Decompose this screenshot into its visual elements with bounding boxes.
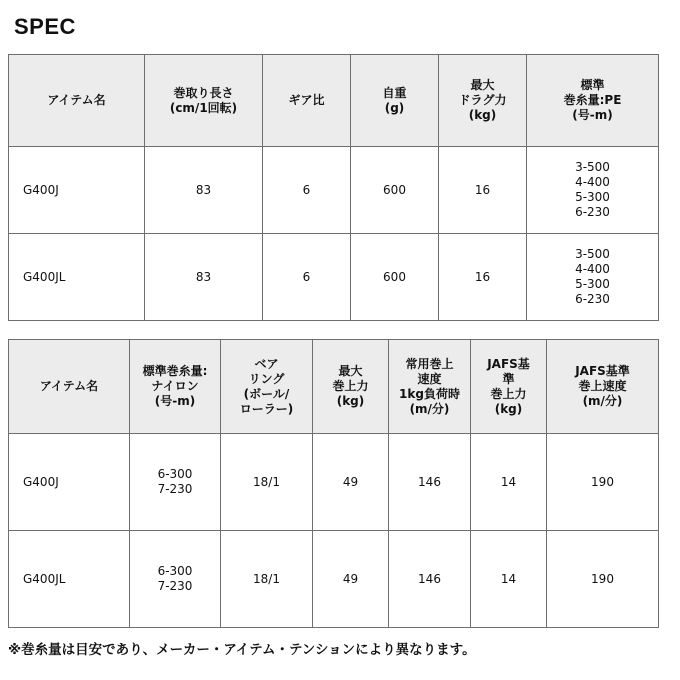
header-max-drag: 最大 ドラグ力 (kg) <box>439 55 527 147</box>
header-gear-ratio: ギア比 <box>263 55 351 147</box>
table-header-row <box>9 55 659 147</box>
cell-max-drag: 16 <box>439 234 527 321</box>
table-row <box>9 147 659 234</box>
cell-model: G400J <box>9 434 130 531</box>
cell-max-drag: 16 <box>439 147 527 234</box>
footnote: ※巻糸量は目安であり、メーカー・アイテム・テンションにより異なります。 <box>8 642 476 658</box>
cell-retrieve-length: 83 <box>145 147 263 234</box>
cell-gear-ratio: 6 <box>263 147 351 234</box>
header-jafs-winding-speed: JAFS基準 巻上速度 (m/分) <box>547 340 659 434</box>
cell-jafs-winding-power: 14 <box>471 531 547 628</box>
header-max-winding-power: 最大 巻上力 (kg) <box>313 340 389 434</box>
page-title: SPEC <box>14 14 76 39</box>
header-jafs-winding-power: JAFS基 準 巻上力 (kg) <box>471 340 547 434</box>
cell-winding-speed: 146 <box>389 434 471 531</box>
header-line-capacity-nylon: 標準巻糸量: ナイロン (号-m) <box>130 340 221 434</box>
cell-bearings: 18/1 <box>221 531 313 628</box>
cell-model: G400JL <box>9 531 130 628</box>
spec-table-2 <box>8 339 659 628</box>
header-weight: 自重 (g) <box>351 55 439 147</box>
cell-line-capacity-pe: 3-500 4-400 5-300 6-230 <box>527 234 659 321</box>
table-row <box>9 531 659 628</box>
table-row <box>9 234 659 321</box>
cell-model: G400J <box>9 147 145 234</box>
header-bearings: ベア リング (ボール/ ローラー) <box>221 340 313 434</box>
header-item-name: アイテム名 <box>9 55 145 147</box>
header-line-capacity-pe: 標準 巻糸量:PE (号-m) <box>527 55 659 147</box>
cell-weight: 600 <box>351 234 439 321</box>
cell-line-capacity-pe: 3-500 4-400 5-300 6-230 <box>527 147 659 234</box>
cell-jafs-winding-speed: 190 <box>547 531 659 628</box>
table-row <box>9 434 659 531</box>
cell-model: G400JL <box>9 234 145 321</box>
header-item-name: アイテム名 <box>9 340 130 434</box>
header-retrieve-length: 巻取り長さ (cm/1回転) <box>145 55 263 147</box>
cell-max-winding-power: 49 <box>313 434 389 531</box>
cell-gear-ratio: 6 <box>263 234 351 321</box>
cell-retrieve-length: 83 <box>145 234 263 321</box>
cell-max-winding-power: 49 <box>313 531 389 628</box>
cell-jafs-winding-power: 14 <box>471 434 547 531</box>
cell-winding-speed: 146 <box>389 531 471 628</box>
cell-line-capacity-nylon: 6-300 7-230 <box>130 531 221 628</box>
cell-line-capacity-nylon: 6-300 7-230 <box>130 434 221 531</box>
table-header-row <box>9 340 659 434</box>
cell-jafs-winding-speed: 190 <box>547 434 659 531</box>
header-winding-speed: 常用巻上 速度 1kg負荷時 (m/分) <box>389 340 471 434</box>
cell-bearings: 18/1 <box>221 434 313 531</box>
spec-table-1 <box>8 54 659 321</box>
cell-weight: 600 <box>351 147 439 234</box>
